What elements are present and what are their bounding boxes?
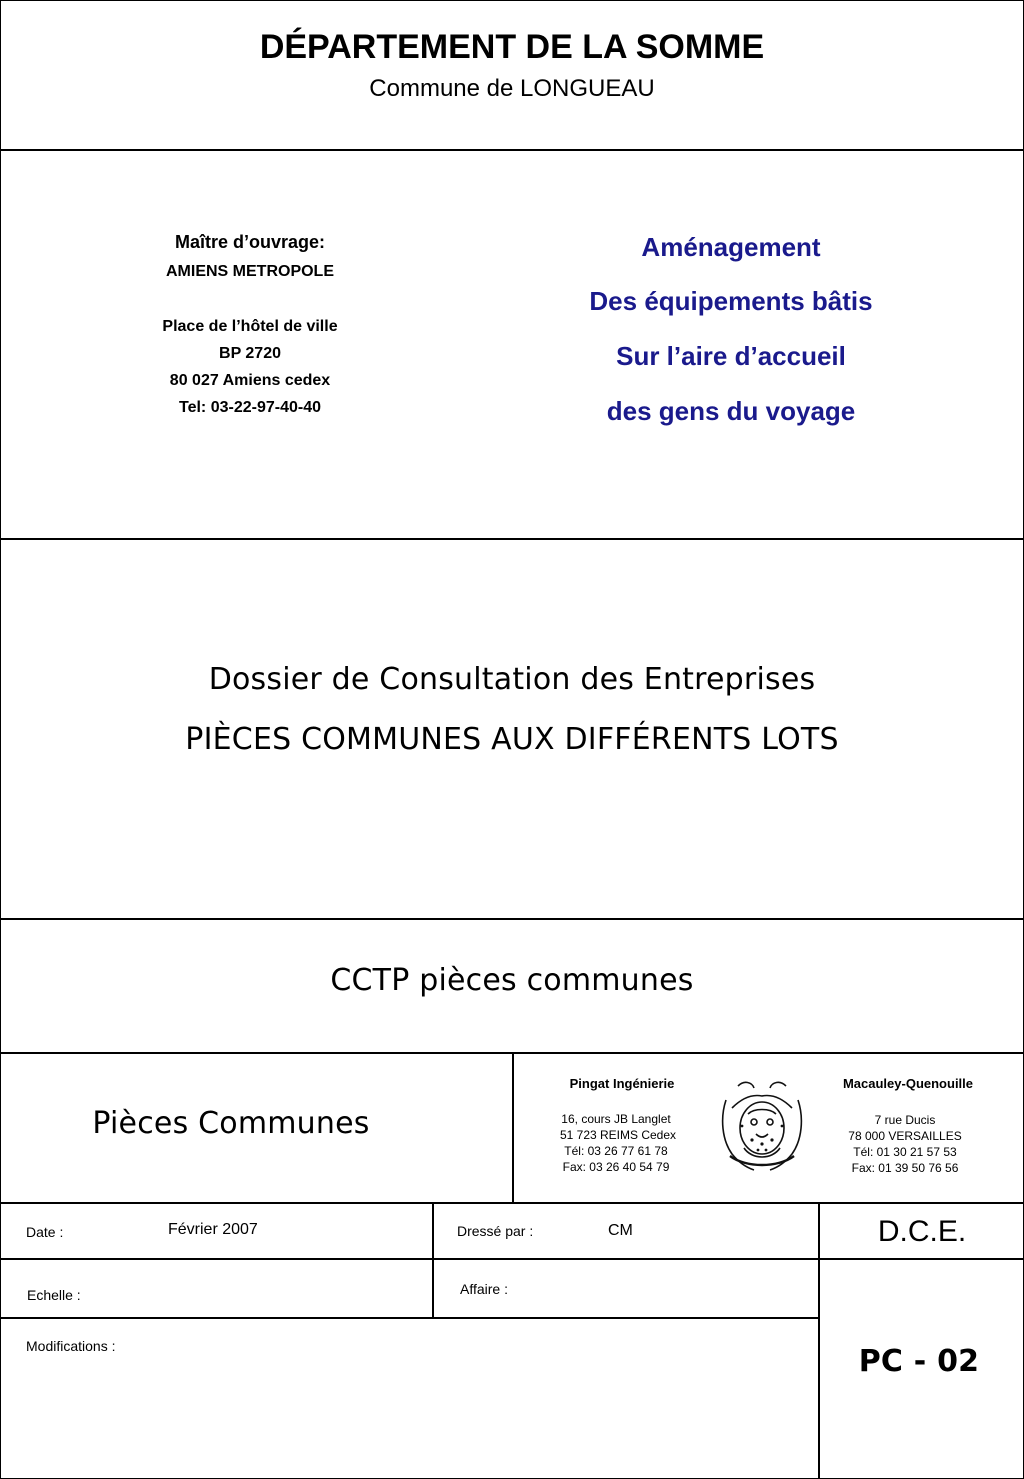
owner-label: Maître d’ouvrage: [174,232,326,252]
drawn-by-label: Dressé par : [457,1223,534,1239]
divider-scale-row [0,1317,820,1319]
firm-right-phone: Tél: 01 30 21 57 53 [853,1145,957,1159]
document-reference: PC - 02 [858,1344,980,1379]
firm-right-address: 7 rue Ducis [874,1113,936,1127]
firm-right-name: Macauley-Quenouille [842,1076,974,1091]
commune-name: Commune de LONGUEAU [369,75,655,102]
divider-owner [0,538,1024,540]
firm-right-address: 78 000 VERSAILLES [848,1129,962,1143]
firm-right-fax: Fax: 01 39 50 76 56 [851,1161,959,1175]
scale-label: Echelle : [27,1287,81,1303]
project-title-line: Aménagement [641,232,821,262]
department-title: DÉPARTEMENT DE LA SOMME [259,28,765,66]
drawn-by-value: CM [608,1222,633,1239]
firm-left-name: Pingat Ingénierie [569,1076,675,1091]
phase-label: D.C.E. [877,1215,967,1248]
firm-left-fax: Fax: 03 26 40 54 79 [562,1160,670,1174]
divider-phase [818,1258,1024,1260]
dossier-title: Dossier de Consultation des Entreprises [208,662,816,697]
owner-address-line: Place de l’hôtel de ville [162,318,338,335]
firm-left-phone: Tél: 03 26 77 61 78 [564,1144,668,1158]
divider-dossier [0,918,1024,920]
owner-phone: Tel: 03-22-97-40-40 [179,399,321,416]
heraldic-crest-icon [718,1078,806,1174]
modifications-label: Modifications : [26,1338,116,1354]
divider-date-row [0,1258,820,1260]
date-value: Février 2007 [168,1221,258,1238]
firm-left-address: 51 723 REIMS Cedex [559,1128,677,1142]
firm-left-address: 16, cours JB Langlet [561,1112,671,1126]
project-title-line: Des équipements bâtis [589,286,873,316]
project-title-line: des gens du voyage [606,396,856,426]
divider-reference-vertical [818,1202,820,1479]
project-title-line: Sur l’aire d’accueil [616,341,846,371]
divider-date-vertical [432,1202,434,1319]
document-title: CCTP pièces communes [330,963,694,998]
owner-address-line: 80 027 Amiens cedex [169,372,331,389]
section-name: Pièces Communes [92,1106,370,1141]
owner-address-line: BP 2720 [219,345,281,362]
affair-label: Affaire : [460,1281,508,1297]
owner-name: AMIENS METROPOLE [165,263,335,280]
divider-header [0,149,1024,151]
divider-firms-vertical [512,1052,514,1204]
date-label: Date : [26,1224,64,1240]
dossier-subtitle: PIÈCES COMMUNES AUX DIFFÉRENTS LOTS [185,722,839,757]
